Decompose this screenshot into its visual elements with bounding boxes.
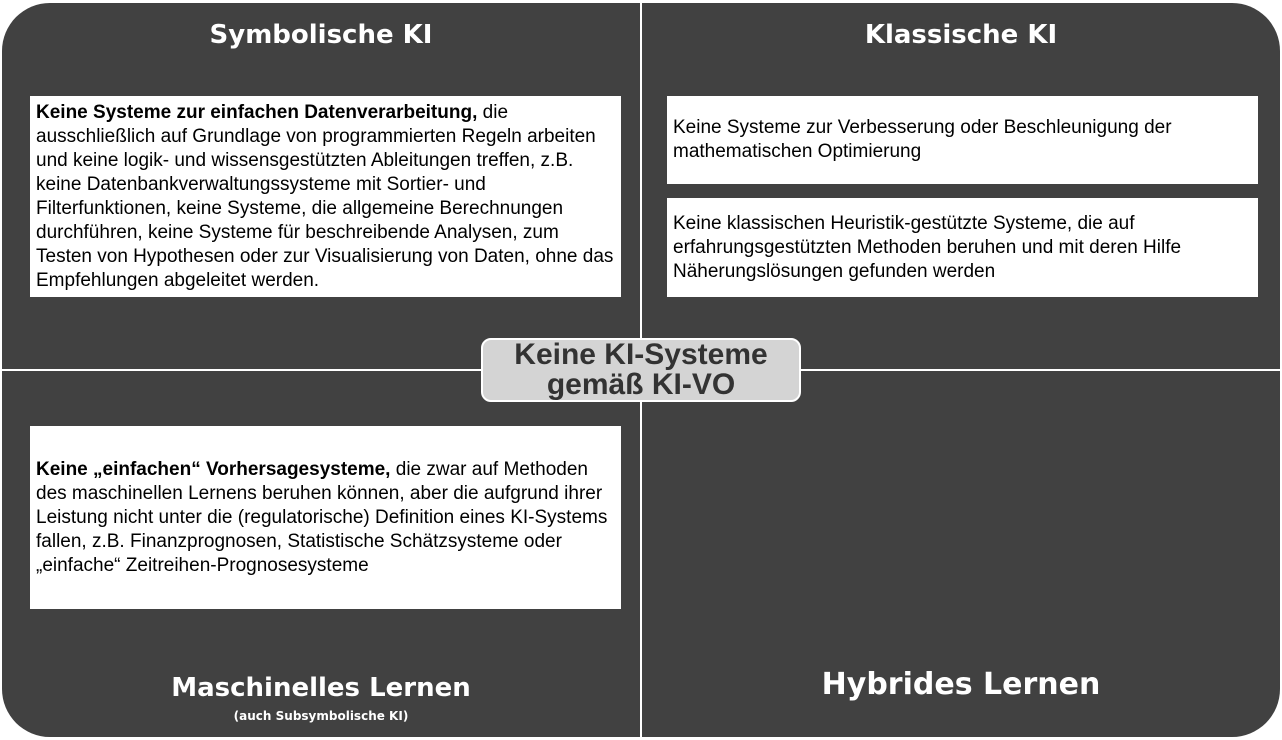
box-heuristik-text: Keine klassischen Heuristik-gestützte Systeme, die auf erfahrungsgestützten Methoden beruhen und mit deren Hilfe Näherungslösungen gefunden werden (673, 212, 1182, 282)
box-vorhersagesysteme-text: die zwar auf Methoden des maschinellen Lernens beruhen können, aber die aufgrund ihrer Leistung nicht unter die (regulatorische) Definition eines KI-Systems fallen, z.B. Finanzprognosen, Statistische Schätzsysteme oder „einfache“ Zeitreihen-Prognosesysteme (36, 458, 608, 576)
center-label-line2: gemäß KI-VO (546, 368, 736, 401)
box-vorhersagesysteme (30, 426, 621, 609)
box-symbolische-ki-bold: Keine Systeme zur einfachen Datenverarbeitung, (36, 101, 478, 123)
box-symbolische-ki (30, 96, 621, 297)
box-heuristik (667, 198, 1258, 297)
box-vorhersagesysteme-bold: Keine „einfachen“ Vorhersagesysteme, (36, 458, 391, 480)
title-maschinelles-lernen: Maschinelles Lernen (171, 673, 471, 703)
title-hybrides-lernen: Hybrides Lernen (821, 667, 1101, 702)
title-klassische-ki: Klassische KI (864, 20, 1058, 50)
title-symbolische-ki: Symbolische KI (209, 20, 433, 50)
center-label (481, 338, 801, 402)
center-label-line1: Keine KI-Systeme (514, 338, 768, 371)
box-optimierung-text: Keine Systeme zur Verbesserung oder Beschleunigung der mathematischen Optimierung (673, 117, 1172, 162)
subtitle-subsymbolische-ki: (auch Subsymbolische KI) (233, 709, 409, 723)
box-symbolische-ki-text: die ausschließlich auf Grundlage von programmierten Regeln arbeiten und keine logik- und wissensgestützten Ableitungen treffen, z.B. keine Datenbankverwaltungssysteme mit Sortier- und Filterfunktionen, keine Systeme, die allgemeine Berechnungen durchführen, keine Systeme für beschreibende Analysen, zum Testen von Hypothesen oder zur Visualisierung von Daten, ohne das Empfehlungen abgeleitet werden. (36, 101, 614, 291)
box-optimierung (667, 96, 1258, 184)
